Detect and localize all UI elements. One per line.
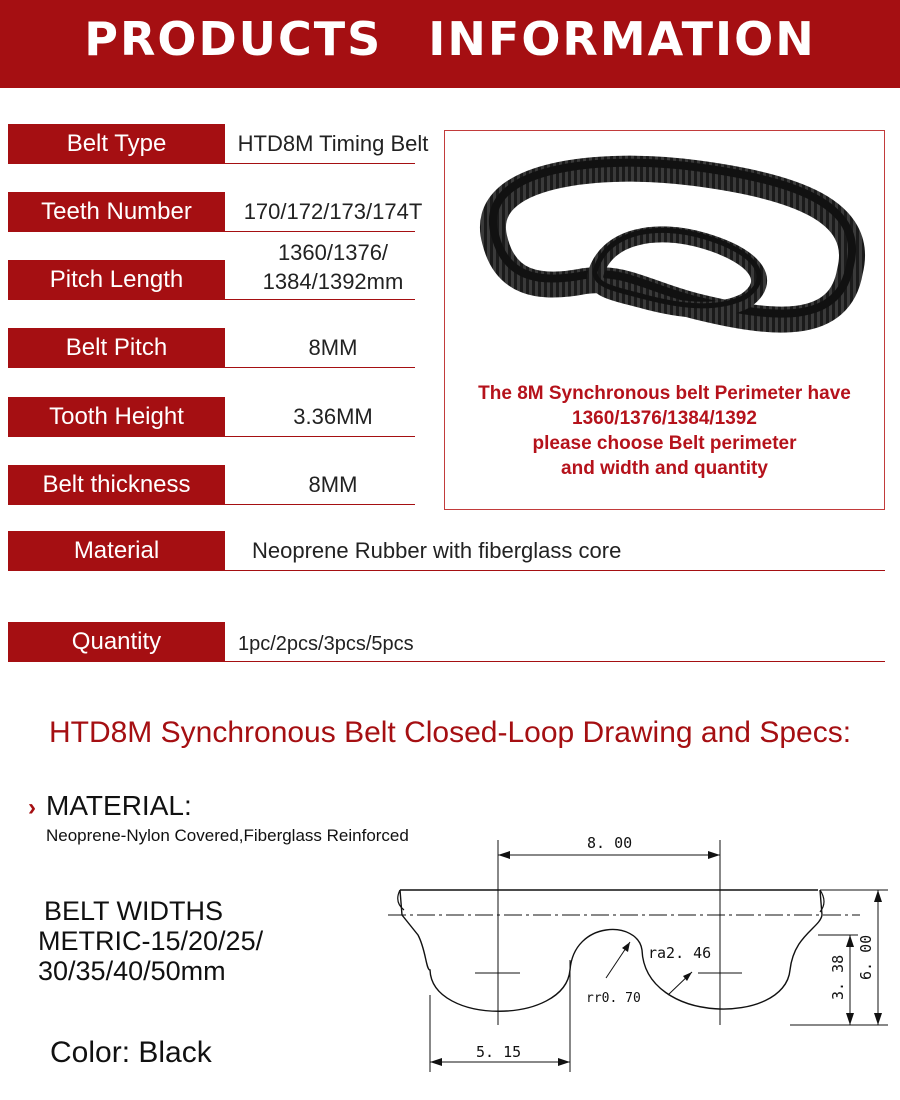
- arrow-head: [622, 942, 630, 952]
- arrow-head: [708, 851, 720, 859]
- arrow-head: [846, 935, 854, 947]
- arrow-head: [558, 1058, 570, 1066]
- spec-label: Belt Pitch: [8, 328, 225, 368]
- widths-line: 30/35/40/50mm: [38, 956, 226, 986]
- tooth-height-label: 3. 38: [829, 954, 847, 1000]
- arrow-head: [430, 1058, 442, 1066]
- spec-value: 8MM: [308, 472, 358, 497]
- spec-label: Belt Type: [8, 124, 225, 164]
- timing-belt-image: [445, 131, 884, 361]
- caption-line: The 8M Synchronous belt Perimeter have: [478, 383, 851, 404]
- spec-label: Tooth Height: [8, 397, 225, 437]
- header-banner: [0, 0, 900, 88]
- spec-value: 1pc/2pcs/3pcs/5pcs: [238, 633, 414, 655]
- spec-value-line: 1360/1376/: [277, 240, 389, 265]
- caption-line: please choose Belt perimeter: [532, 433, 797, 454]
- divider: [225, 299, 415, 300]
- spec-value-line: 1384/1392mm: [262, 269, 404, 294]
- photo-caption: [445, 381, 884, 481]
- caption-line: and width and quantity: [561, 458, 768, 479]
- material-subtitle: Neoprene-Nylon Covered,Fiberglass Reinforced: [46, 826, 409, 845]
- arrow-head: [874, 890, 882, 902]
- divider: [225, 367, 415, 368]
- product-photo-box: [444, 130, 885, 510]
- pitch-dimension-label: 8. 00: [587, 834, 633, 852]
- spec-label: Pitch Length: [8, 260, 225, 300]
- spec-label: Material: [8, 531, 225, 571]
- belt-height-label: 6. 00: [857, 934, 875, 980]
- arrow-head: [846, 1013, 854, 1025]
- spec-value: 170/172/173/174T: [243, 199, 423, 224]
- spec-value: [225, 238, 441, 296]
- chevron-right-icon: ›: [28, 794, 36, 821]
- divider: [225, 163, 415, 164]
- section-title: HTD8M Synchronous Belt Closed-Loop Drawing and Specs:: [48, 716, 852, 749]
- widths-line: BELT WIDTHS: [44, 896, 224, 926]
- spec-value: 3.36MM: [293, 404, 373, 429]
- spec-value: Neoprene Rubber with fiberglass core: [252, 538, 622, 563]
- break-lines: [398, 890, 824, 912]
- spec-label: Quantity: [8, 622, 225, 662]
- spec-value: 8MM: [308, 335, 358, 360]
- widths-line: METRIC-15/20/25/: [38, 926, 264, 956]
- caption-line: 1360/1376/1384/1392: [572, 408, 757, 429]
- belt-widths: [38, 896, 263, 986]
- arrow-head: [874, 1013, 882, 1025]
- tip-radius-label: ra2. 46: [648, 944, 712, 962]
- root-radius-label: rr0. 70: [586, 991, 641, 1006]
- divider: [225, 436, 415, 437]
- color-spec: Color: Black: [50, 1036, 212, 1069]
- spec-label: Teeth Number: [8, 192, 225, 232]
- divider: [225, 570, 885, 571]
- divider: [225, 504, 415, 505]
- spec-value: HTD8M Timing Belt: [237, 131, 429, 156]
- banner-title: PRODUCTS INFORMATION: [84, 12, 816, 66]
- arrow-head: [498, 851, 510, 859]
- tooth-profile-drawing: [380, 810, 890, 1080]
- divider: [225, 661, 885, 662]
- divider: [225, 231, 415, 232]
- tooth-width-label: 5. 15: [476, 1043, 522, 1061]
- spec-label: Belt thickness: [8, 465, 225, 505]
- material-title: MATERIAL:: [46, 790, 192, 821]
